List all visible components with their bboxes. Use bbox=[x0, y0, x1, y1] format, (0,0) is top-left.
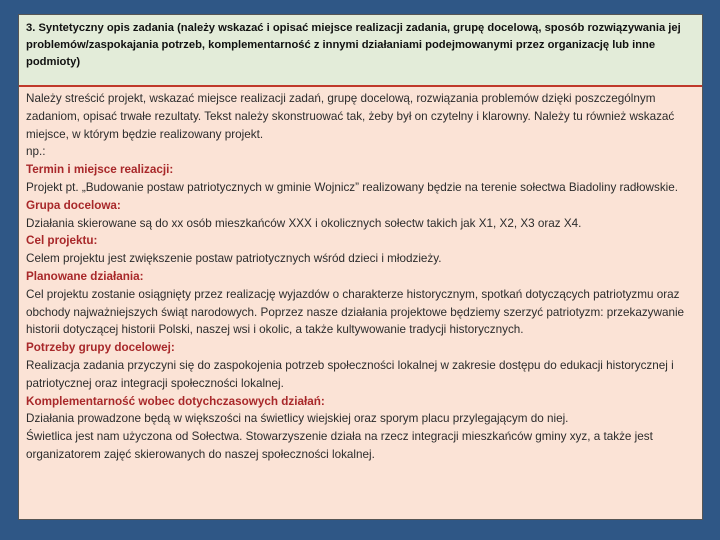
paragraph-planned-actions: Cel projektu zostanie osiągnięty przez realizację wyjazdów o charakterze historycznym, spotkań dotyczących patriotyzmu oraz obchody najważniejszych świąt narodowych. Poprzez nasze działania projektowe będziemy szerzyć patriotyzm: przekazywanie historii dotyczącej historii Polski, naszej wsi i okolic, a także kultywowanie tradycji historycznych. bbox=[26, 287, 685, 337]
example-label: np.: bbox=[26, 145, 46, 159]
paragraph-target-group: Działania skierowane są do xx osób mieszkańców XXX i okolicznych sołectw takich jak X1, X2, X3 oraz X4. bbox=[26, 216, 582, 230]
intro-text: Należy streścić projekt, wskazać miejsce realizacji zadań, grupę docelową, rozwiązania problemów dzięki poszczególnym zadaniom, opisać trwałe rezultaty. Tekst należy skonstruować tak, żeby był on czytelny i klarowny. Należy tu również wskazać miejsce, w którym będzie realizowany projekt. bbox=[26, 92, 675, 141]
heading-term-place: Termin i miejsce realizacji: bbox=[26, 163, 174, 177]
form-section bbox=[18, 14, 703, 520]
paragraph-group-needs: Realizacja zadania przyczyni się do zaspokojenia potrzeb społeczności lokalnej w zakresie dostępu do edukacji historycznej i patriotycznej oraz integracji społeczności lokalnej. bbox=[26, 358, 674, 390]
section-content bbox=[19, 87, 702, 467]
paragraph-complementarity-1: Działania prowadzone będą w większości na świetlicy wiejskiej oraz sporym placu przylegającym do niej. bbox=[26, 412, 569, 426]
heading-target-group: Grupa docelowa: bbox=[26, 198, 121, 212]
section-header-text: 3. Syntetyczny opis zadania (należy wskazać i opisać miejsce realizacji zadania, grupę docelową, sposób rozwiązywania jej problemów/zaspokajania potrzeb, komplementarność z innymi działaniami podejmowanymi przez organizację lub inne podmioty) bbox=[26, 22, 681, 68]
heading-group-needs: Potrzeby grupy docelowej: bbox=[26, 341, 175, 355]
paragraph-complementarity-2: Świetlica jest nam użyczona od Sołectwa. Stowarzyszenie działa na rzecz integracji mieszkańców gminy xyz, a także jest organizatorem zajęć skierowanych do naszej społeczności lokalnej. bbox=[26, 430, 653, 461]
heading-project-goal: Cel projektu: bbox=[26, 234, 98, 248]
heading-planned-actions: Planowane działania: bbox=[26, 269, 144, 283]
section-header bbox=[19, 15, 702, 87]
heading-complementarity: Komplementarność wobec dotychczasowych działań: bbox=[26, 394, 325, 408]
paragraph-term-place: Projekt pt. „Budowanie postaw patriotycznych w gminie Wojnicz” realizowany będzie na terenie sołectwa Biadoliny radłowskie. bbox=[26, 180, 679, 194]
paragraph-project-goal: Celem projektu jest zwiększenie postaw patriotycznych wśród dzieci i młodzieży. bbox=[26, 252, 442, 266]
